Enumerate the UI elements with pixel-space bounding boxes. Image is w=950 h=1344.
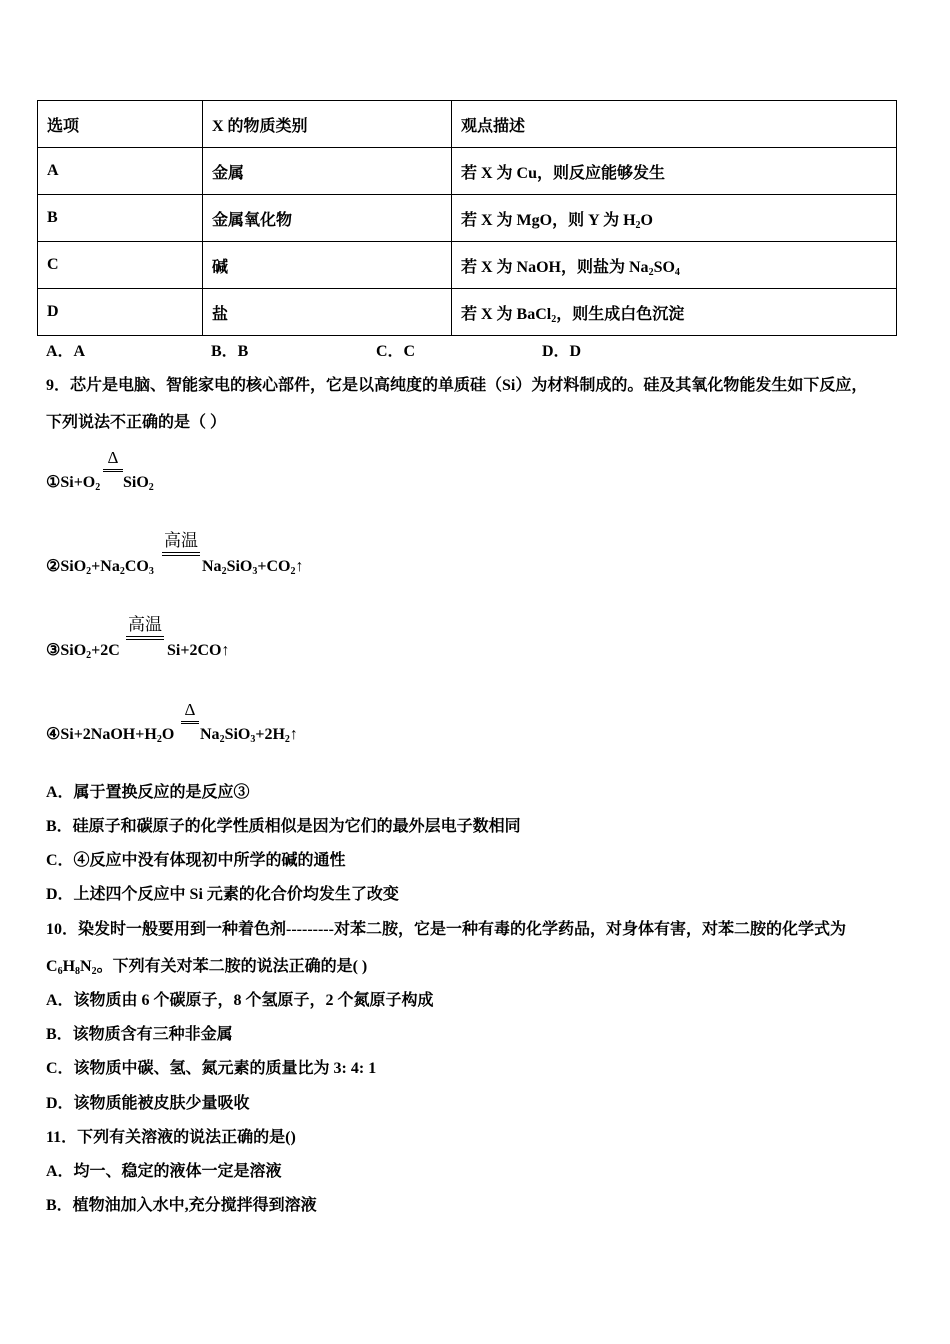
reaction-2-product: $Na_2SiO_3+CO_2↑$ <box>202 558 304 577</box>
q9-stem-line2: 下列说法不正确的是（ ） <box>46 414 227 431</box>
reaction-3: ③SiO$_2$+2C <box>46 642 120 661</box>
q8-choice-c: C．C <box>376 343 416 360</box>
table-row <box>38 289 897 336</box>
row-category: 碱 <box>203 242 452 289</box>
table-header-row <box>38 101 897 148</box>
options-table <box>37 100 897 336</box>
reaction-4: $④Si+2NaOH+H_2O$ <box>46 726 175 745</box>
header-option: 选项 <box>38 101 203 148</box>
header-description: 观点描述 <box>452 101 897 148</box>
heat-condition-1: Δ <box>103 449 123 472</box>
row-category: 金属 <box>203 148 452 195</box>
q11-stem: 11．下列有关溶液的说法正确的是() <box>46 1129 296 1146</box>
row-category: 金属氧化物 <box>203 195 452 242</box>
header-category: X 的物质类别 <box>203 101 452 148</box>
q9-choice-a: A．属于置换反应的是反应③ <box>46 784 250 801</box>
q8-choice-b: B．B <box>211 343 249 360</box>
q8-choice-a: A．A <box>46 343 86 360</box>
table-row <box>38 148 897 195</box>
row-category: 盐 <box>203 289 452 336</box>
reaction-1-product: SiO$_2$ <box>123 474 154 493</box>
q9-choice-c: C．④反应中没有体现初中所学的碱的通性 <box>46 852 346 869</box>
row-description: 若 X 为 NaOH，则盐为 $Na_2SO_4$ <box>452 242 897 289</box>
row-option: D <box>38 289 203 336</box>
heat-condition-4: Δ <box>181 701 199 724</box>
reaction-4-product: $Na_2SiO_3+2H_2↑$ <box>200 726 298 745</box>
high-temp-condition-2: 高温 <box>162 532 200 556</box>
reaction-1: $①Si+O_2$ <box>46 474 101 493</box>
q8-choice-d: D．D <box>542 343 582 360</box>
table-row <box>38 242 897 289</box>
row-option: C <box>38 242 203 289</box>
row-description: 若 X 为 Cu，则反应能够发生 <box>452 148 897 195</box>
q9-choice-d: D．上述四个反应中 Si 元素的化合价均发生了改变 <box>46 886 399 903</box>
q10-choice-c: C．该物质中碳、氢、氮元素的质量比为 3: 4: 1 <box>46 1060 377 1077</box>
q10-stem-line2: $C_6H_8N_2$。下列有关对苯二胺的说法正确的是( ) <box>46 958 368 977</box>
q11-choice-b: B．植物油加入水中,充分搅拌得到溶液 <box>46 1197 317 1214</box>
q9-stem-line1: 9．芯片是电脑、智能家电的核心部件，它是以高纯度的单质硅（Si）为材料制成的。硅及其氧化物能发生如下反应， <box>46 377 868 394</box>
row-description: 若 X 为 MgO，则 Y 为 $H_2O$ <box>452 195 897 242</box>
reaction-2: $②SiO_2+Na_2CO_3$ <box>46 558 154 577</box>
q10-choice-d: D．该物质能被皮肤少量吸收 <box>46 1095 250 1112</box>
row-option: A <box>38 148 203 195</box>
table-row <box>38 195 897 242</box>
q9-choice-b: B．硅原子和碳原子的化学性质相似是因为它们的最外层电子数相同 <box>46 818 521 835</box>
q10-choice-a: A．该物质由 6 个碳原子，8 个氢原子，2 个氮原子构成 <box>46 992 434 1009</box>
q11-choice-a: A．均一、稳定的液体一定是溶液 <box>46 1163 282 1180</box>
reaction-3-product: Si+2CO↑ <box>167 642 230 659</box>
q10-choice-b: B．该物质含有三种非金属 <box>46 1026 233 1043</box>
q8-choices <box>46 342 846 362</box>
row-description: 若 X 为 BaCl$_2$，则生成白色沉淀 <box>452 289 897 336</box>
high-temp-condition-3: 高温 <box>126 616 164 640</box>
q10-stem-line1: 10．染发时一般要用到一种着色剂---------对苯二胺，它是一种有毒的化学药品，对身体有害，对苯二胺的化学式为 <box>46 921 846 938</box>
row-option: B <box>38 195 203 242</box>
